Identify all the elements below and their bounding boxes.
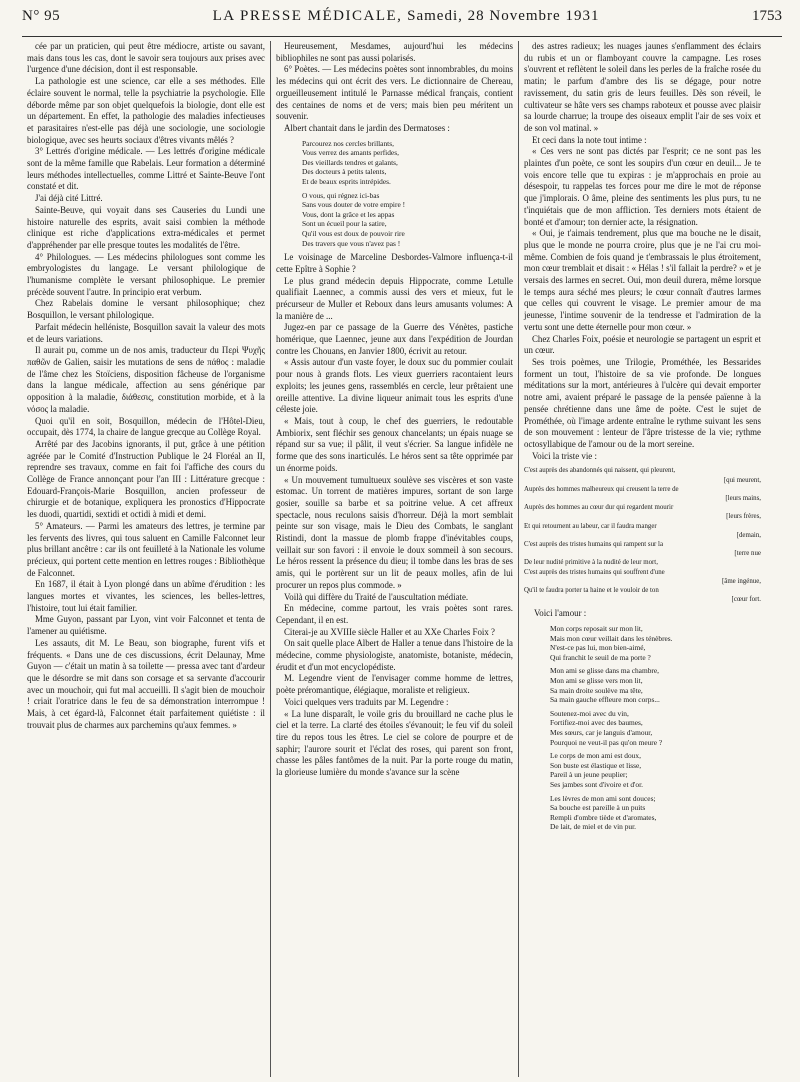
paragraph: En 1687, il était à Lyon plongé dans un abîme d'érudition : les langues mortes et vivantes, les sciences, les belles-lettres, l'histoire, tout lui était familier. bbox=[27, 579, 265, 613]
verse-line: Soutenez-moi avec du vin, bbox=[550, 708, 629, 718]
paragraph: 6° Poètes. — Les médecins poètes sont innombrables, du moins les médecins qui ont écrit des vers. Le dictionnaire de Chereau, orgueilleusement intitulé le Parnasse médical français, contient des centaines de noms et de vers; mais bien peu méritent un souvenir. bbox=[276, 64, 513, 122]
paragraph: Jugez-en par ce passage de la Guerre des Vénètes, pastiche homérique, que Laennec, jeune aux dans l'expédition de Jourdan contre les Chouans, en Janvier 1800, écrivit au retour. bbox=[276, 322, 513, 356]
verse-line: De leur nudité primitive à la nudité de leur mort, bbox=[524, 559, 658, 567]
verse-line: Des vieillards tendres et galants, bbox=[302, 157, 398, 167]
paragraph: 3° Lettrés d'origine médicale. — Les lettrés d'origine médicale sont de la même famille que Rabelais. Leur formation a déterminé leurs méthodes intellectuelles, comme Littré et Sainte-Beuve l'ont constaté et dit. bbox=[27, 146, 265, 192]
paragraph: « Assis autour d'un vaste foyer, le doux suc du pommier coulait pour nous à grands flots. Les vieux guerriers racontaient leurs exploits; les jeunes gens, rassemblés en cercle, leur prêtaient une oreille attentive. La divine liqueur animait tous les esprits d'une céleste joie. bbox=[276, 357, 513, 415]
verse-line: Et de beaux esprits intrépides. bbox=[302, 177, 391, 186]
paragraph: « Oui, je t'aimais tendrement, plus que ma bouche ne le disait, plus que le monde ne pourra croire, plus que je ne l'ai cru moi-même. Combien de fois quand je t'embrassais le plus étroitement, mon cœur tremblait et disait : « Hélas ! s'il fallait la perdre? » et je versais des larmes en secret. Oui, mon deuil durera, même lorsque le temps aura séché mes pleurs; le cœur connaît d'autres larmes que celles qui couvrent le visage. Le premier amour de ma jeunesse, l'intime souvenir de la tendresse et l'admiration de la vertu sont une dette éternelle pour mon cœur. » bbox=[524, 228, 761, 332]
paragraph: « Ces vers ne sont pas dictés par l'esprit; ce ne sont pas les plaintes d'un poète, ce sont les soupirs d'un cœur en deuil... Je te vois encore telle que tu expiras : je m'approchais en proie au désespoir, tu rappelas tes forces pour me dire le mot de réponse que j'implorais. O âme, pleine des sentiments les plus purs, tu ne t'inquiétais que de mon affliction. Tes derniers mots étaient de bonté et d'amour; ton dernier acte, la résignation. bbox=[524, 146, 761, 227]
verse-line: Ses jambes sont d'ivoire et d'or. bbox=[550, 779, 643, 789]
verse-line: Qu'il te faudra porter ta haine et le vouloir de ton bbox=[524, 586, 659, 594]
paragraph: 4° Philologues. — Les médecins philologues sont comme les embryologistes du langage. Le versant philologique de l'humanisme complète le versant philosophique. Le premier précède souvent l'autre. In principio erat verbum. bbox=[27, 251, 265, 297]
paragraph: M. Legendre vient de l'envisager comme homme de lettres, poète préromantique, élégiaque, moraliste et religieux. bbox=[276, 673, 513, 696]
poem-amour bbox=[550, 624, 761, 832]
verse-line: N'est-ce pas lui, mon bien-aimé, bbox=[550, 643, 646, 653]
column-middle-bottom bbox=[276, 252, 513, 779]
paragraph: Ses trois poèmes, une Trilogie, Prométhée, les Bessarides forment un tout, l'histoire de sa vie profonde. De longues méditations sur la mort, antérieures à l'ulcère qui devait emporter notre ami, avaient préparé le passage de la pensée païenne à la pensée chrétienne dans une âme de poète. C'est le sujet de Prométhée, où l'image ardente entraîne le rythme suivant les sens de son mouvement : lenteur de l'âpre tristesse de la vie; rythme octosyllabique de l'amour ou de la mort sereine. bbox=[524, 356, 761, 449]
verse-line: Qui franchit le seuil de ma porte ? bbox=[550, 652, 651, 662]
verse-line: Sa main gauche effleure mon corps... bbox=[550, 695, 660, 705]
paragraph: des astres radieux; les nuages jaunes s'enflamment des éclairs du rubis et un or flamboyant couvre la campagne. Les roses s'ouvrent et reflètent le soleil dans les perles de la fraîche rosée du matin; le parfum d'ambre des lis se dégage, pour notre ravissement, du satin gris de leurs feuilles. Dès son réveil, le cultivateur se hâte vers ses champs raboteux et pousse avec plaisir sa lourde charrue; la troupe des oiseaux emplit l'air de ses voix et de son vol matinal. » bbox=[524, 41, 761, 133]
paragraph: Parfait médecin helléniste, Bosquillon savait la valeur des mots et de leurs variations. bbox=[27, 321, 265, 344]
verse-line: Des docteurs à petits talents, bbox=[302, 167, 387, 177]
paragraph: cée par un praticien, qui peut être médiocre, artiste ou savant, mais dans tous les cas, dont le savoir sera toujours aux prises avec l'urgence d'une décision, dont il est responsable. bbox=[27, 41, 265, 75]
verse-line: Les lèvres de mon ami sont douces; bbox=[550, 793, 656, 803]
paragraph: Le voisinage de Marceline Desbordes-Valmore influença-t-il cette Epître à Sophie ? bbox=[276, 252, 513, 274]
paragraph: Chez Rabelais domine le versant philosophique; chez Bosquillon, le versant philologique. bbox=[27, 298, 265, 321]
poem-albert bbox=[302, 139, 513, 249]
header-center bbox=[213, 8, 600, 25]
verse-line: De lait, de miel et de vin pur. bbox=[550, 822, 636, 832]
verse-line: Et qui retournent au labeur, car il faudra manger bbox=[524, 522, 657, 530]
verse-line: Pourquoi ne veut-il pas qu'on meure ? bbox=[550, 737, 663, 747]
column-right-top bbox=[524, 41, 761, 462]
verse-line: Fortifiez-moi avec des baumes, bbox=[550, 718, 643, 728]
verse-line: Sa bouche est pareille à un puits bbox=[550, 803, 646, 813]
journal-title: LA PRESSE MÉDICALE, bbox=[212, 8, 403, 24]
paragraph: Voici quelques vers traduits par M. Legendre : bbox=[284, 696, 449, 707]
verse-line: Mon corps reposait sur mon lit, bbox=[550, 624, 643, 634]
paragraph: « Mais, tout à coup, le chef des guerriers, le redoutable Ambiorix, sent fléchir ses genoux chancelants; un épais nuage se répand sur sa vue; il pâlit, il veut s'écrier. Sa langue infidèle ne forme que des sons inarticulés. Le héros sent sa tête opprimée par un énorme poids. bbox=[276, 416, 513, 473]
paragraph: Albert chantait dans le jardin des Dermatoses : bbox=[284, 122, 450, 133]
paragraph: « Un mouvement tumultueux soulève ses viscères et son vaste estomac. Un torrent de matières impures, sortant de son large gosier, souille sa barbe et sa poitrine velue. A cet affreux spectacle, nous reculons saisis d'horreur. Déjà la mort semblait peinte sur son visage, mais le Dieu des Combats, le sanglant Ristindi, dont la massue de plomb frappe d'inévitables coups, veillait sur son favori : il envoie le doux sommeil à son secours. Le héros ressent la présence du dieu; il tombe dans les bras de ses amis, qui le portèrent sur un lit de peaux molles, afin de lui procurer un repos plus commode. » bbox=[276, 474, 513, 590]
paragraph: Les assauts, dit M. Le Beau, son biographe, furent vifs et fréquents. « Dans une de ces discussions, écrit Delaunay, Mme Guyon — c'était un matin à sa toilette — pressa avec tant d'ardeur que le désordre se mit dans son corsage et sa servante d'accourir avec un mouchoir, qui fut mal accueilli. Il s'agit bien de mouchoir ! criait l'oratrice dans le feu de sa démonstration interrompue ! Mais, à cet égard-là, Falconnet était parfaitement quiétiste : il trouvait plus de charmes aux parchemins qu'aux femmes. » bbox=[27, 637, 265, 730]
verse-line: C'est auprès des abandonnés qui naissent, qui pleurent, bbox=[524, 467, 676, 475]
paragraph: Et ceci dans la note tout intime : bbox=[532, 134, 647, 145]
verse-line: Son buste est élastique et lisse, bbox=[550, 760, 642, 770]
paragraph: Voilà qui diffère du Traité de l'auscultation médiate. bbox=[284, 591, 469, 602]
paragraph: Heureusement, Mesdames, aujourd'hui les médecins bibliophiles ne sont pas aussi polarisés. bbox=[276, 41, 513, 63]
paragraph: Mme Guyon, passant par Lyon, vint voir Falconnet et tenta de l'amener au quiétisme. bbox=[27, 614, 265, 637]
paragraph: Chez Charles Foix, poésie et neurologie se partagent un esprit et un cœur. bbox=[524, 333, 761, 356]
column-middle-top bbox=[276, 41, 513, 135]
verse-line: Mais mon cœur veillait dans les ténèbres. bbox=[550, 633, 673, 643]
paragraph: Citerai-je au XVIIIe siècle Haller et au XXe Charles Foix ? bbox=[284, 626, 495, 637]
verse-line: Mon ami se glisse vers mon lit, bbox=[550, 676, 643, 686]
paragraph: « La lune disparaît, le voile gris du brouillard ne cache plus le ciel et la terre. La clarté des étoiles s'évanouit; le feu vif du soleil tire du repos tous les êtres. Le ciel se colore de pourpre et de saphir; l'aurore sourit et l'éclat des roses, qui parent son front, chasse les pâles fantômes de la nuit. Par la porte rouge du matin, la glorieuse lumière du monde s'avance sur la scène bbox=[276, 708, 513, 778]
paragraph: La pathologie est une science, car elle a ses méthodes. Elle éclaire souvent le normal, telle la psychiatrie la psychologie. Elle déborde même par son objet quelquefois la biologie, dont elle est un département. En effet, la pathologie des maladies infectieuses et parasitaires n'est-elle pas déjà une sociologie, une sociologie biologique, avec ses heurts sociaux d'êtres vivants mêlés ? bbox=[27, 76, 265, 145]
verse-line: O vous, qui régnez ici-bas bbox=[302, 190, 380, 200]
text-columns bbox=[22, 41, 782, 1077]
verse-line-continuation: [terre nue bbox=[734, 550, 761, 558]
paragraph: Voici la triste vie : bbox=[532, 450, 597, 461]
verse-line: Pareil à un jeune peuplier; bbox=[550, 770, 628, 780]
verse-line: Rempli d'ombre tiède et d'aromates, bbox=[550, 812, 657, 822]
paragraph: Quoi qu'il en soit, Bosquillon, médecin de l'Hôtel-Dieu, occupait, dès 1774, la chaire de langue grecque au Collège Royal. bbox=[27, 415, 265, 438]
verse-line: Sa main droite soulève ma tête, bbox=[550, 685, 643, 695]
paragraph: On sait quelle place Albert de Haller a tenue dans l'histoire de la médecine, comme physiologiste, anatomiste, botaniste, médecin, érudit et d'un mot encyclopédiste. bbox=[276, 638, 513, 672]
paragraph: Le plus grand médecin depuis Hippocrate, comme Letulle qualifiait Laennec, a commis aussi des vers et mieux, fut le précurseur de Muller et Reboux dans leurs amusants volumes: A la manière de ... bbox=[276, 275, 513, 321]
verse-line: Mes sœurs, car je languis d'amour, bbox=[550, 728, 653, 737]
verse-line-continuation: [qui meurent, bbox=[723, 476, 761, 484]
verse-line: Des travers que vous n'avez pas ! bbox=[302, 238, 401, 248]
verse-line: C'est auprès des tristes humains qui rampent sur la bbox=[524, 540, 664, 548]
verse-line-continuation: [leurs frères, bbox=[726, 513, 761, 521]
issue-date: Samedi, 28 Novembre 1931 bbox=[407, 8, 600, 24]
verse-line: C'est auprès des tristes humains qui souffrent d'une bbox=[524, 568, 665, 576]
issue-number: N° 95 bbox=[22, 8, 61, 24]
paragraph: Arrêté par des Jacobins ignorants, il put, grâce à une pétition agréée par le Comité d'Instruction Publique le 24 Floréal an II, reprendre ses travaux, comme en fait foi l'affiche des cours du Collège de France annonçant pour l'an III : Littérature grecque : Edouard-François-Marie Bosquillon, ancien professeur de chirurgie et de botanique, expliquera les pronostics d'Hippocrate les duodi, quartidi, sextidi et octidi à midi et demi. bbox=[27, 438, 265, 520]
paragraph: Sainte-Beuve, qui voyait dans ses Causeries du Lundi une histoire naturelle des esprits, avait saisi combien la méthode clinique est riche d'applications extra-médicales et permet d'appréhender par elle presque toutes les modalités de l'être. bbox=[27, 204, 265, 250]
verse-line-continuation: [demain, bbox=[736, 531, 761, 539]
paragraph: En médecine, comme partout, les vrais poètes sont rares. Cependant, il en est. bbox=[276, 603, 513, 625]
verse-line-continuation: [cœur fort. bbox=[731, 596, 761, 604]
column-left bbox=[22, 41, 270, 1077]
verse-line-continuation: [leurs mains, bbox=[725, 494, 761, 502]
verse-line: Le corps de mon ami est doux, bbox=[550, 751, 641, 761]
verse-line: Sans vous douter de votre empire ! bbox=[302, 200, 406, 210]
verse-line: Auprès des hommes malheureux qui creusent la terre de bbox=[524, 485, 679, 493]
page-header bbox=[22, 8, 782, 37]
verse-line-continuation: [âme ingénue, bbox=[721, 577, 761, 585]
verse-line: Sont un écueil pour la satire, bbox=[302, 219, 387, 229]
paragraph: 5° Amateurs. — Parmi les amateurs des lettres, je termine par les fervents des livres, qui tous saluent en Camille Falconnet leur plus brillant ancêtre : car ils ont feuilleté à la Nationale les volume précieux, qui portent cette mention en lettres rouges : Bibliothèque de Falconnet. bbox=[27, 520, 265, 578]
verse-line: Vous, dont la grâce et les appas bbox=[302, 209, 395, 219]
column-right bbox=[518, 41, 766, 1077]
verse-line: Mon ami se glisse dans ma chambre, bbox=[550, 666, 659, 676]
column-middle bbox=[270, 41, 518, 1077]
paragraph: Il aurait pu, comme un de nos amis, traducteur du Περὶ Ψυχῆς παθῶν de Galien, saisir les mutations de sens de πάθος : maladie de l'âme chez les Stoïciens, disposition fâcheuse de l'organisme dans la langue médicale, affection au sens générique par opposition à la maladie, διάθεσις, constitution morbide, et à la νόσος la maladie. bbox=[27, 345, 265, 414]
verse-line: Auprès des hommes au cœur dur qui regardent mourir bbox=[524, 504, 674, 512]
verse-line: Vous verrez des amants perfides, bbox=[302, 148, 399, 158]
verse-line: Qu'il vous est doux de pouvoir rire bbox=[302, 228, 405, 238]
voici-amour: Voici l'amour : bbox=[534, 608, 587, 619]
poem-triste-vie bbox=[524, 466, 761, 604]
verse-line: Parcourez nos cercles brillants, bbox=[302, 138, 394, 148]
page-number: 1753 bbox=[751, 8, 782, 24]
paragraph: J'ai déjà cité Littré. bbox=[35, 193, 103, 204]
